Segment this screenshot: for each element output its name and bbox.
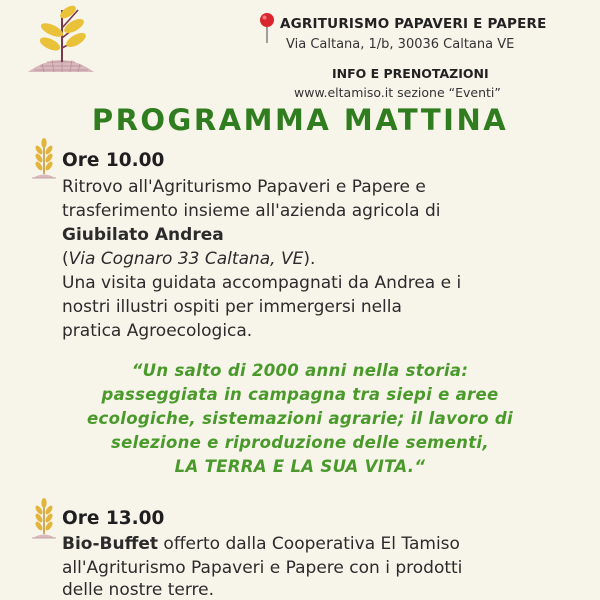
- quote-line: “Un salto di 2000 anni nella storia:: [131, 361, 469, 380]
- body-line: Una visita guidata accompagnati da Andrea e i: [62, 273, 462, 293]
- body-line: all'Agriturismo Papaveri e Papere con i prodotti: [62, 558, 463, 578]
- body-line: pratica Agroecologica.: [62, 321, 253, 341]
- quote-line: LA TERRA E LA SUA VITA.“: [174, 457, 426, 476]
- buffet-label: Bio-Buffet: [62, 534, 159, 554]
- buffet-line: Bio-Buffet offerto dalla Cooperativa El Tamiso: [62, 534, 460, 554]
- quote-line: selezione e riproduzione delle sementi,: [111, 433, 489, 452]
- address-line: (Via Cognaro 33 Caltana, VE).: [62, 249, 316, 269]
- map-pin-icon: [258, 12, 276, 44]
- address-italic: Via Cognaro 33 Caltana, VE: [68, 249, 304, 269]
- info-title: INFO E PRENOTAZIONI: [332, 66, 489, 81]
- page-title: PROGRAMMA MATTINA: [91, 103, 509, 137]
- wheat-logo-icon: [22, 0, 100, 75]
- quote-line: ecologiche, sistemazioni agrarie; il lavoro di: [87, 409, 513, 428]
- wheat-icon: [30, 136, 58, 182]
- quote-line: passeggiata in campagna tra siepi e aree: [101, 385, 499, 404]
- time-heading-2: Ore 13.00: [62, 508, 165, 529]
- info-website: www.eltamiso.it sezione “Eventi”: [294, 85, 501, 100]
- farm-address: Via Caltana, 1/b, 30036 Caltana VE: [286, 37, 515, 52]
- body-line: nostri illustri ospiti per immergersi nella: [62, 297, 402, 317]
- wheat-icon: [30, 496, 58, 542]
- body-line: trasferimento insieme all'azienda agricola di: [62, 201, 441, 221]
- body-line: Ritrovo all'Agriturismo Papaveri e Papere e: [62, 177, 426, 197]
- farm-owner-name: Giubilato Andrea: [62, 225, 224, 245]
- time-heading-1: Ore 10.00: [62, 150, 165, 171]
- body-line: delle nostre terre.: [62, 580, 215, 600]
- farm-name: AGRITURISMO PAPAVERI E PAPERE: [280, 16, 547, 32]
